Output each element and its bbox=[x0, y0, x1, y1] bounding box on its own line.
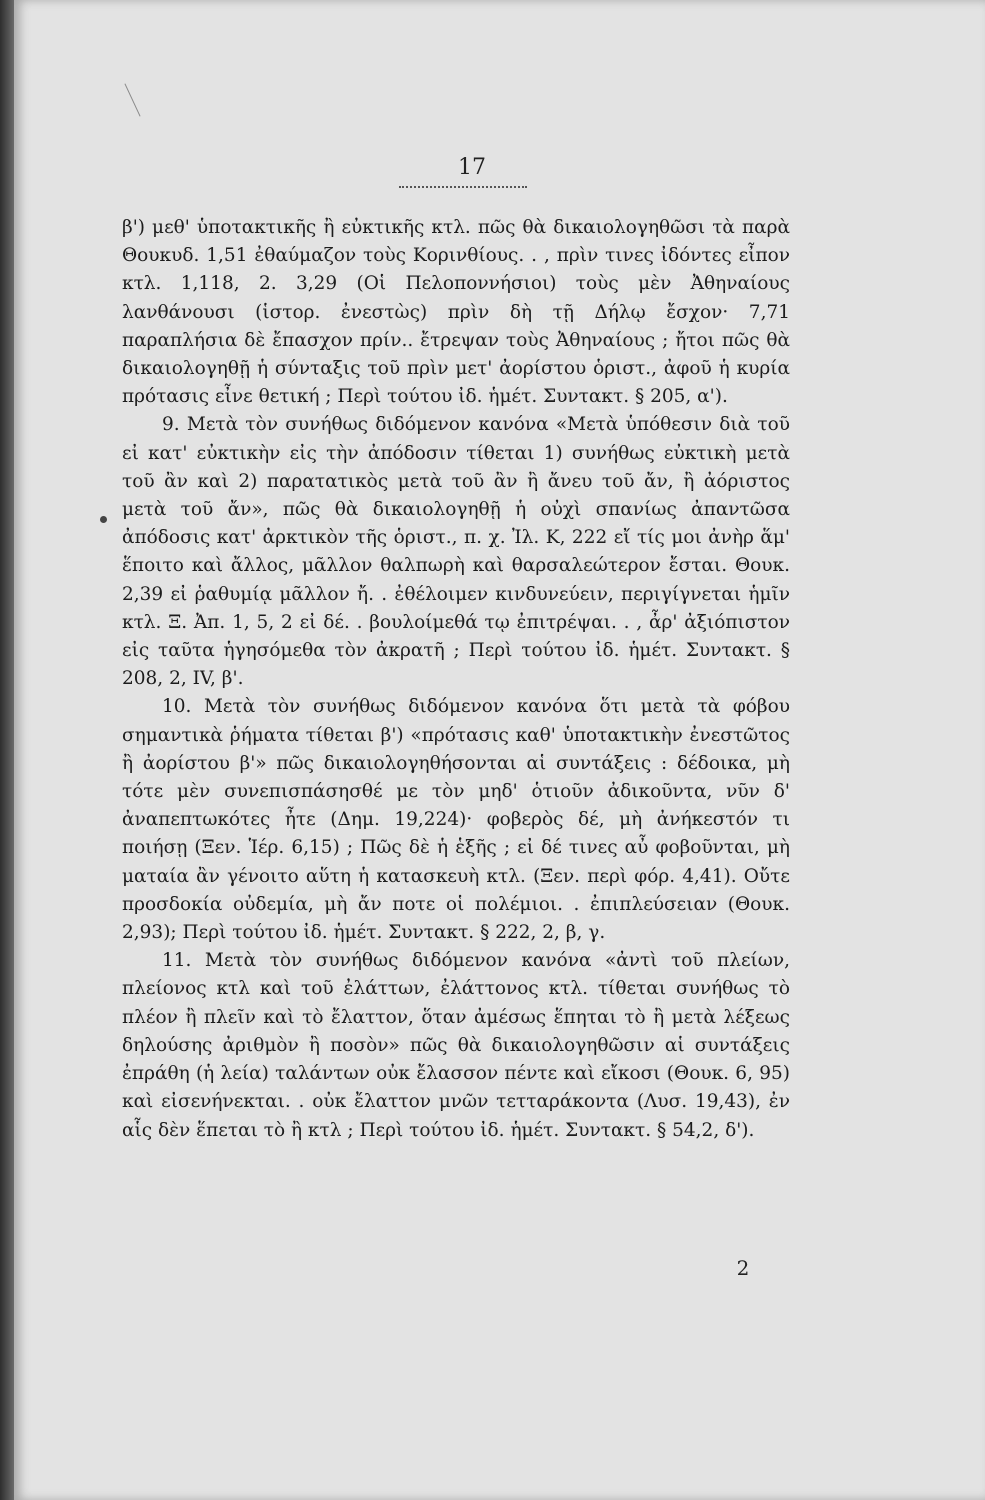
page-number: 17 bbox=[458, 155, 486, 180]
header-rule bbox=[399, 186, 527, 188]
paragraph-9: 9. Μετὰ τὸν συνήθως διδόμενον κανόνα «Μετὰ ὑπόθεσιν διὰ τοῦ εἰ κατ' εὐκτικὴν εἰς τὴν ἀπόδοσιν τίθεται 1) συνήθως εὐκτικὴ μετὰ τοῦ ἂν καὶ 2) παρατατικὸς μετὰ τοῦ ἂν ἢ ἄνευ τοῦ ἄν, ἢ ἀόριστος μετὰ τοῦ ἄν», πῶς θὰ δικαιολογηθῇ ἡ οὐχὶ σπανίως ἀπαντῶσα ἀπόδοσις κατ' ἀρκτικὸν τῆς ὁριστ., π. χ. Ἰλ. Κ, 222 εἴ τίς μοι ἀνὴρ ἅμ' ἕποιτο καὶ ἄλλος, μᾶλλον θαλπωρὴ καὶ θαρσαλεώτερον ἔσται. Θουκ. 2,39 εἰ ῥαθυμίᾳ μᾶλλον ἤ. . ἐθέλοιμεν κινδυνεύειν, περιγίγνεται ἡμῖν κτλ. Ξ. Ἀπ. 1, 5, 2 εἰ δέ. . βουλοίμεθά τῳ ἐπιτρέψαι. . , ἆρ' ἀξιόπιστον εἰς ταῦτα ἡγησόμεθα τὸν ἀκρατῆ ; Περὶ τούτου ἰδ. ἡμέτ. Συντακτ. § 208, 2, IV, β'. bbox=[122, 414, 790, 690]
page-body bbox=[122, 214, 790, 1145]
signature-mark: 2 bbox=[736, 1256, 750, 1280]
paragraph-11: 11. Μετὰ τὸν συνήθως διδόμενον κανόνα «ἀντὶ τοῦ πλείων, πλείονος κτλ καὶ τοῦ ἐλάττων, ἐλάττονος κτλ. τίθεται συνήθως τὸ πλέον ἢ πλεῖν καὶ τὸ ἔλαττον, ὅταν ἀμέσως ἕπηται τὸ ἢ μετὰ λέξεως δηλούσης ἀριθμὸν ἢ ποσὸν» πῶς θὰ δικαιολογηθῶσιν αἱ συντάξεις ἐπράθη (ἡ λεία) ταλάντων οὐκ ἔλασσον πέντε καὶ εἴκοσι (Θουκ. 6, 95) καὶ εἰσενήνεκται. . οὐκ ἔλαττον μνῶν τετταράκοντα (Λυσ. 19,43), ἐν αἷς δὲν ἕπεται τὸ ἢ κτλ ; Περὶ τούτου ἰδ. ἡμέτ. Συντακτ. § 54,2, δ'). bbox=[122, 950, 790, 1141]
paragraph-8b: β') μεθ' ὑποτακτικῆς ἢ εὐκτικῆς κτλ. πῶς θὰ δικαιολογηθῶσι τὰ παρὰ Θουκυδ. 1,51 ἐθαύμαζον τοὺς Κορινθίους. . , πρὶν τινες ἰδόντες εἶπον κτλ. 1,118, 2. 3,29 (Οἱ Πελοποννήσιοι) τοὺς μὲν Ἀθηναίους λανθάνουσι (ἱστορ. ἐνεστὼς) πρὶν δὴ τῇ Δήλῳ ἔσχον· 7,71 παραπλήσια δὲ ἔπασχον πρίν.. ἔτρεψαν τοὺς Ἀθηναίους ; ἤτοι πῶς θὰ δικαιολογηθῇ ἡ σύνταξις τοῦ πρὶν μετ' ἀορίστου ὁριστ., ἀφοῦ ἡ κυρία πρότασις εἶνε θετική ; Περὶ τούτου ἰδ. ἡμέτ. Συντακτ. § 205, α'). bbox=[122, 217, 790, 408]
ink-speck bbox=[100, 516, 107, 523]
paper-scratch bbox=[124, 83, 140, 116]
book-page bbox=[14, 0, 985, 1500]
paragraph-10: 10. Μετὰ τὸν συνήθως διδόμενον κανόνα ὅτι μετὰ τὰ φόβου σημαντικὰ ῥήματα τίθεται β') «πρότασις καθ' ὑποτακτικὴν ἐνεστῶτος ἢ ἀορίστου β'» πῶς δικαιολογηθήσονται αἱ συντάξεις : δέδοικα, μὴ τότε μὲν συνεπισπάσησθέ με τὸν μηδ' ὁτιοῦν ἀδικοῦντα, νῦν δ' ἀναπεπτωκότες ἦτε (Δημ. 19,224)· φοβερὸς δέ, μὴ ἀνήκεστόν τι ποιήσῃ (Ξεν. Ἱέρ. 6,15) ; Πῶς δὲ ἡ ἑξῆς ; εἰ δέ τινες αὖ φοβοῦνται, μὴ ματαία ἂν γένοιτο αὕτη ἡ κατασκευὴ κτλ. (Ξεν. περὶ φόρ. 4,41). Οὔτε προσδοκία οὐδεμία, μὴ ἄν ποτε οἱ πολέμιοι. . ἐπιπλεύσειαν (Θουκ. 2,93); Περὶ τούτου ἰδ. ἡμέτ. Συντακτ. § 222, 2, β, γ. bbox=[122, 696, 790, 944]
book-spine bbox=[0, 0, 14, 1500]
